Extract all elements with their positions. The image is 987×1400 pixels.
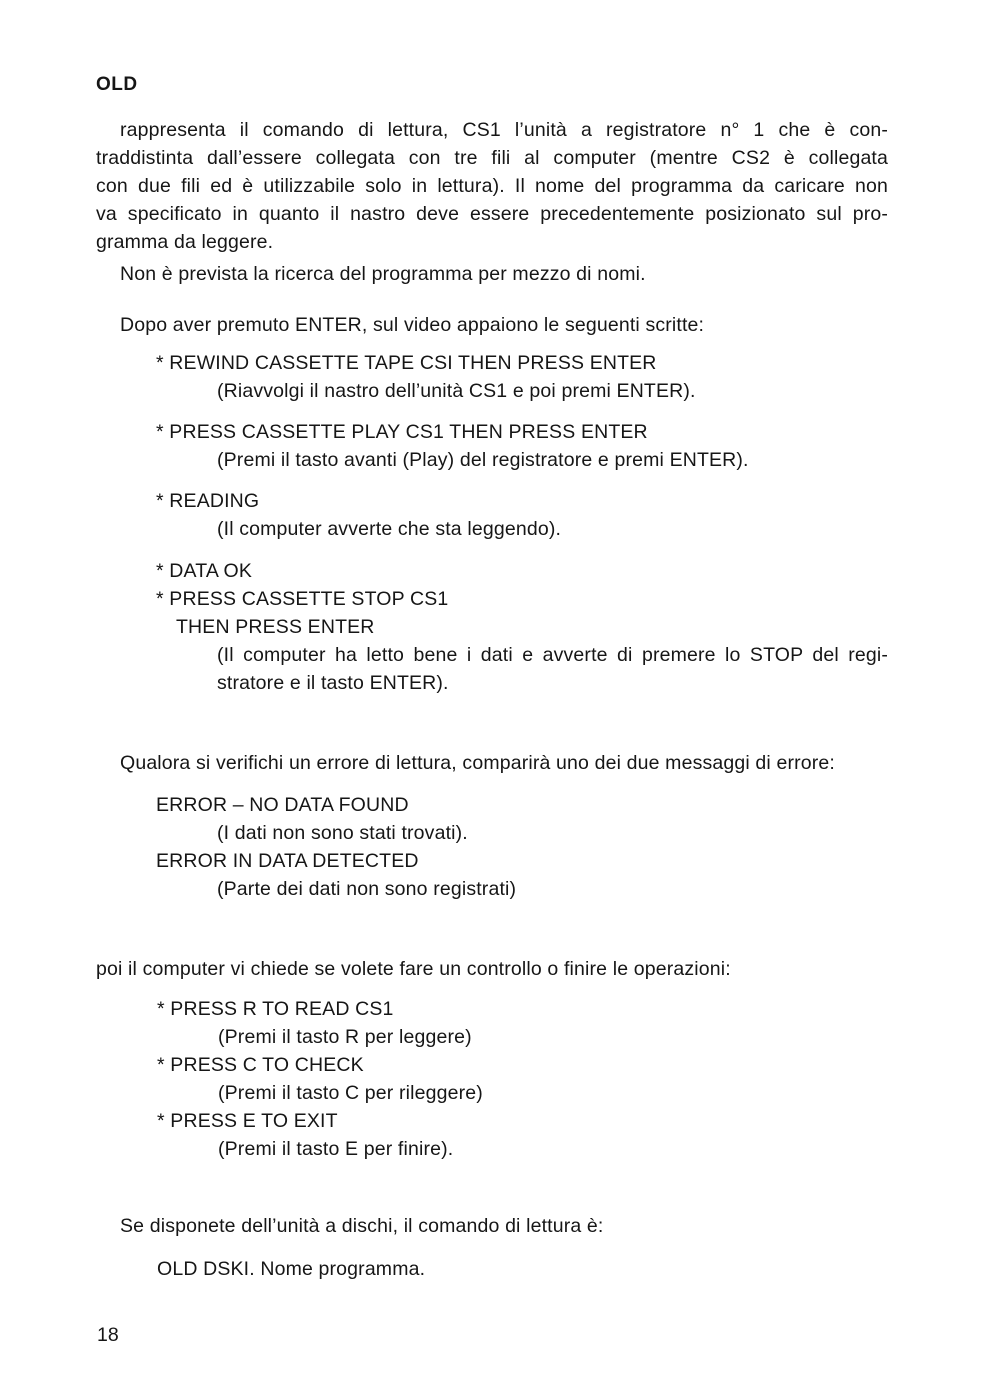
option-command: * PRESS E TO EXIT [157, 1110, 338, 1132]
disk-command: OLD DSKI. Nome programma. [157, 1258, 426, 1280]
stop-description: stratore e il tasto ENTER). [217, 672, 449, 694]
error-description: (Parte dei dati non sono registrati) [217, 878, 517, 900]
check-intro: poi il computer vi chiede se volete fare un controllo o finire le operazioni: [96, 958, 731, 980]
stop-description: (Il computer ha letto bene i dati e avverte di premere lo STOP del regi- [217, 644, 888, 666]
intro-line: rappresenta il comando di lettura, CS1 l’unità a registratore n° 1 che è con- [120, 119, 888, 141]
error-message: ERROR – NO DATA FOUND [156, 794, 409, 816]
after-enter-text: Dopo aver premuto ENTER, sul video appaiono le seguenti scritte: [120, 314, 705, 336]
data-ok-message: * DATA OK [156, 560, 252, 582]
error-description: (I dati non sono stati trovati). [217, 822, 468, 844]
intro-line: con due fili ed è utilizzabile solo in lettura). Il nome del programma da caricare non [96, 175, 888, 197]
screen-message-description: (Premi il tasto avanti (Play) del registratore e premi ENTER). [217, 449, 749, 471]
press-stop-message: * PRESS CASSETTE STOP CS1 [156, 588, 449, 610]
section-heading: OLD [96, 74, 138, 95]
intro-line: gramma da leggere. [96, 231, 274, 253]
option-command: * PRESS R TO READ CS1 [157, 998, 394, 1020]
intro-line: traddistinta dall’essere collegata con tre fili al computer (mentre CS2 è collegata [96, 147, 888, 169]
then-enter-message: THEN PRESS ENTER [176, 616, 375, 638]
screen-message-command: * READING [156, 490, 260, 512]
option-description: (Premi il tasto C per rileggere) [218, 1082, 483, 1104]
option-description: (Premi il tasto R per leggere) [218, 1026, 472, 1048]
screen-message-description: (Il computer avverte che sta leggendo). [217, 518, 562, 540]
error-intro: Qualora si verifichi un errore di lettura, comparirà uno dei due messaggi di errore: [120, 752, 835, 774]
page-number: 18 [97, 1324, 119, 1346]
screen-message-description: (Riavvolgi il nastro dell’unità CS1 e poi premi ENTER). [217, 380, 696, 402]
intro-line: va specificato in quanto il nastro deve essere precedentemente posizionato sul pro- [96, 203, 888, 225]
option-description: (Premi il tasto E per finire). [218, 1138, 454, 1160]
option-command: * PRESS C TO CHECK [157, 1054, 364, 1076]
no-search-note: Non è prevista la ricerca del programma per mezzo di nomi. [120, 263, 646, 285]
disk-intro: Se disponete dell’unità a dischi, il comando di lettura è: [120, 1215, 604, 1237]
screen-message-command: * PRESS CASSETTE PLAY CS1 THEN PRESS ENTER [156, 421, 648, 443]
error-message: ERROR IN DATA DETECTED [156, 850, 419, 872]
screen-message-command: * REWIND CASSETTE TAPE CSI THEN PRESS ENTER [156, 352, 657, 374]
